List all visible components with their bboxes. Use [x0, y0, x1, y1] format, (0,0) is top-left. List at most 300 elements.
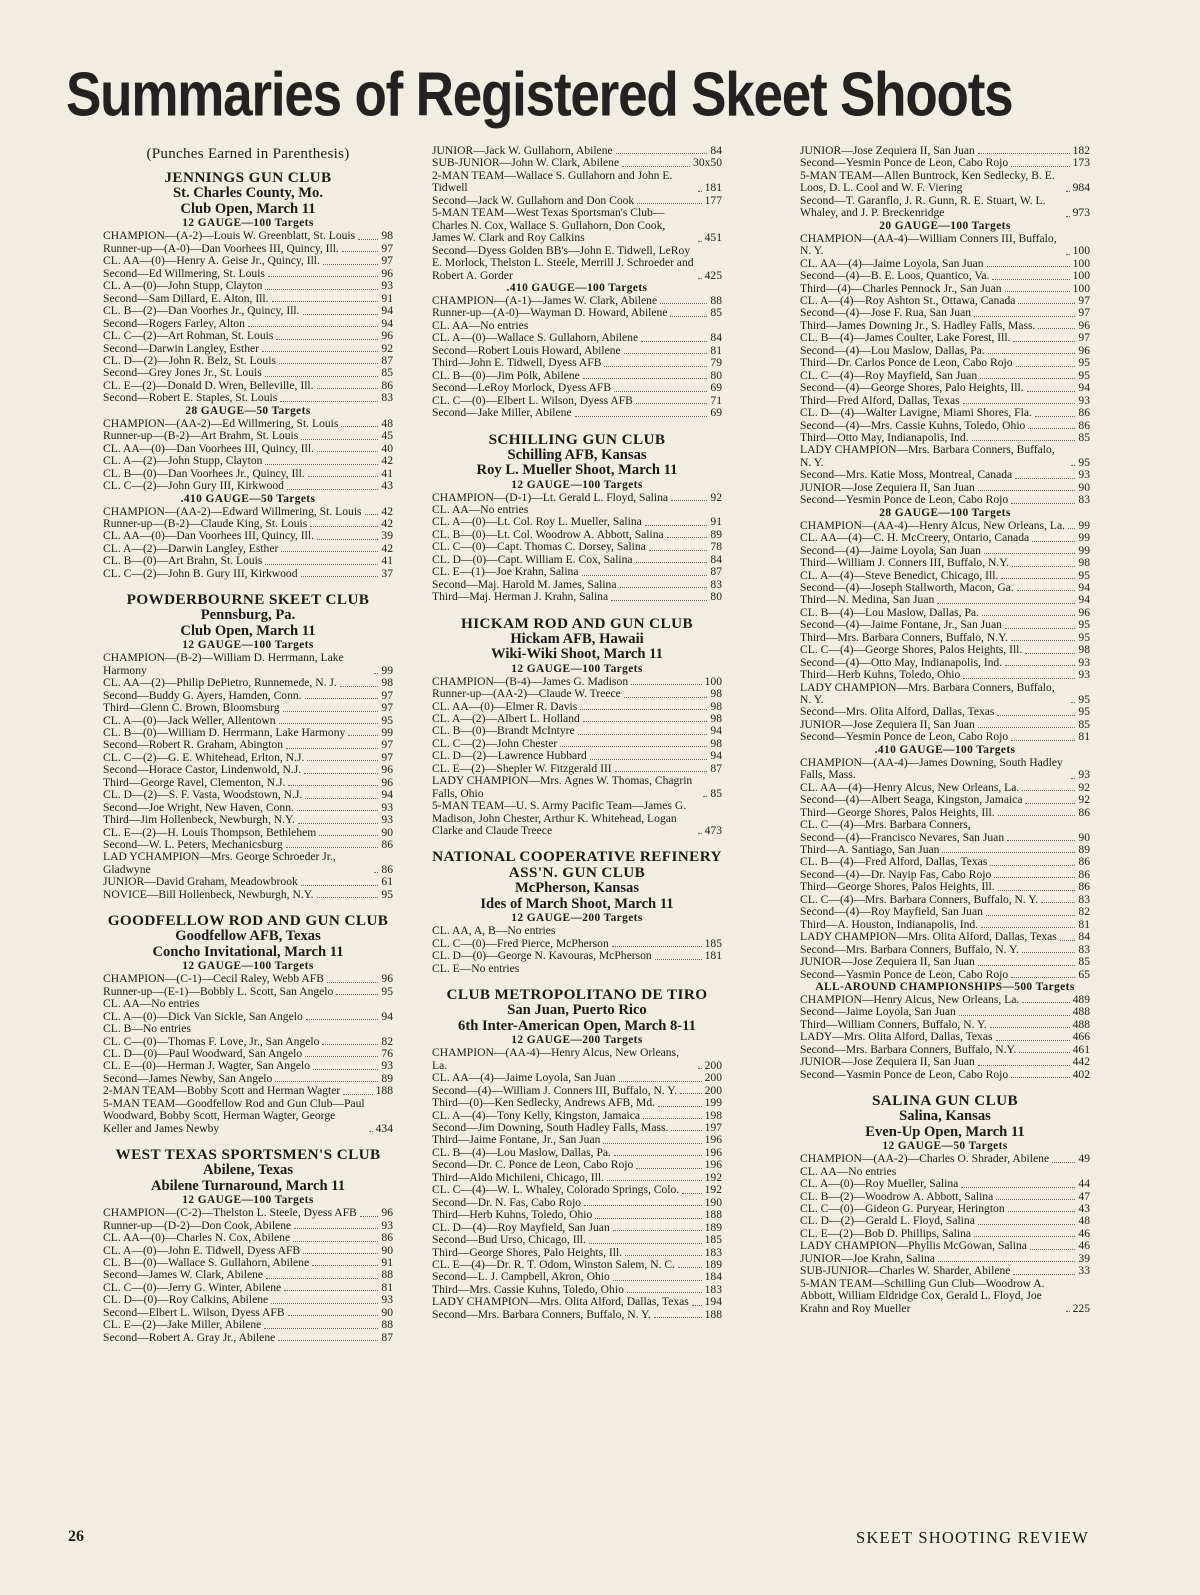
result-score: 87 [710, 761, 722, 775]
result-score: 84 [1078, 930, 1090, 944]
result-name: CHAMPION—(C-2)—Thelston L. Steele, Dyess AFB [103, 1206, 357, 1220]
result-name: CL. E—No entries [432, 961, 520, 975]
result-score: 86 [1078, 880, 1090, 894]
result-score: 96 [1078, 343, 1090, 357]
result-name: CHAMPION—(AA-4)—Henry Alcus, New Orleans, La. [432, 1046, 679, 1072]
dot-leader [1008, 1211, 1076, 1212]
result-score: 94 [710, 749, 722, 763]
dot-leader [1013, 1274, 1075, 1275]
result-row [800, 794, 1090, 806]
result-score: 188 [375, 1084, 393, 1098]
result-score: 93 [1078, 468, 1090, 482]
dot-leader [658, 1106, 702, 1107]
club-section [432, 616, 722, 838]
result-score: 80 [710, 368, 722, 382]
result-name: Third—Jaime Fontane, Jr., San Juan [432, 1133, 601, 1147]
result-name: CL. D—(2)—Gerald L. Floyd, Salina [800, 1214, 975, 1228]
result-name: JUNIOR—Joe Krahn, Salina [800, 1251, 935, 1265]
dot-leader [1022, 790, 1075, 791]
result-row [103, 1294, 393, 1306]
result-name: Second—Ed Willmering, St. Louis [103, 266, 265, 280]
result-score: 96 [1078, 318, 1090, 332]
dot-leader [959, 1015, 1070, 1016]
dot-leader [1038, 328, 1075, 329]
result-score: 183 [704, 1282, 722, 1296]
result-name: 5-MAN TEAM—U. S. Army Pacific Team—James G. Madison, John Chester, Arthur K. Whitehead, Logan Clarke and Claude Treece [432, 799, 687, 838]
result-score: 84 [710, 552, 722, 566]
result-name: CL. AA—(4)—Jaime Loyola, San Juan [800, 256, 984, 270]
result-row [800, 1056, 1090, 1068]
result-name: LADY—Mrs. Olita Alford, Dallas, Texas [800, 1030, 993, 1044]
result-row [800, 931, 1090, 943]
dot-leader [298, 823, 379, 824]
result-score: 83 [710, 577, 722, 591]
result-score: 86 [381, 838, 393, 852]
dot-leader [974, 1236, 1075, 1237]
dot-leader [336, 994, 378, 995]
result-score: 86 [1078, 805, 1090, 819]
result-score: 425 [704, 268, 722, 282]
result-row [800, 682, 1090, 707]
dot-leader [698, 833, 702, 834]
dot-leader [992, 279, 1069, 280]
result-score: 92 [381, 341, 393, 355]
result-row [432, 516, 722, 528]
dot-leader [1032, 541, 1075, 542]
event-title: Roy L. Mueller Shoot, March 11 [476, 462, 678, 479]
gauge-heading: 12 GAUGE—50 Targets [882, 1140, 1008, 1153]
result-score: 82 [1078, 905, 1090, 919]
result-score: 46 [1078, 1226, 1090, 1240]
result-name: CL. A—(0)—Dick Van Sickle, San Angelo [103, 1009, 303, 1023]
result-score: 181 [704, 949, 722, 963]
result-score: 94 [381, 316, 393, 330]
result-score: 473 [704, 824, 722, 838]
dot-leader [1007, 840, 1075, 841]
result-name: Second—T. Garanflo, J. R. Gunn, R. E. Stuart, W. L. Whaley, and J. P. Breckenridge [800, 193, 1046, 220]
result-name: CL. C—(4)—Roy Mayfield, San Juan [800, 368, 978, 382]
result-name: CL. AA—(4)—C. H. McCreery, Ontario, Canada [800, 531, 1030, 545]
result-name: CL. E—(2)—Shepler W. Fitzgerald III [432, 761, 612, 775]
result-row [432, 775, 722, 800]
result-score: 42 [381, 454, 393, 468]
dot-leader [369, 1131, 373, 1132]
result-score: 61 [381, 875, 393, 889]
result-row [432, 245, 722, 282]
result-score: 196 [704, 1133, 722, 1147]
dot-leader [327, 982, 378, 983]
club-name: WEST TEXAS SPORTSMEN'S CLUB [115, 1146, 381, 1164]
dot-leader [645, 525, 708, 526]
result-score: 78 [710, 540, 722, 554]
result-row [103, 430, 393, 442]
dot-leader [1013, 341, 1075, 342]
result-score: 99 [381, 725, 393, 739]
result-score: 94 [381, 788, 393, 802]
dot-leader [1071, 778, 1075, 779]
dot-leader [575, 416, 708, 417]
result-score: 95 [381, 887, 393, 901]
result-score: 93 [381, 279, 393, 293]
result-name: CL. C—(4)—Mrs. Barbara Conners, [800, 818, 971, 832]
result-row [800, 382, 1090, 394]
dot-leader [578, 734, 708, 735]
result-score: 33 [1078, 1264, 1090, 1278]
result-score: 192 [704, 1183, 722, 1197]
result-row [103, 1207, 393, 1219]
result-score: 83 [381, 391, 393, 405]
result-score: 95 [1078, 568, 1090, 582]
result-score: 85 [381, 366, 393, 380]
result-score: 96 [381, 775, 393, 789]
dot-leader [990, 865, 1075, 866]
result-row [103, 764, 393, 776]
gauge-heading: .410 GAUGE—50 Targets [180, 492, 316, 505]
result-score: 95 [1078, 693, 1090, 707]
result-score: 188 [704, 1307, 722, 1321]
result-score: 91 [381, 1256, 393, 1269]
result-score: 94 [710, 724, 722, 738]
result-row [432, 1047, 722, 1072]
column-1 [103, 145, 393, 1354]
result-name: Second—LeRoy Morlock, Dyess AFB [432, 381, 612, 395]
result-row [800, 270, 1090, 282]
result-name: CL. E—(2)—Donald D. Wren, Belleville, Ill. [103, 378, 314, 392]
dot-leader [1012, 566, 1075, 567]
result-name: Second—(4)—Joseph Stallworth, Macon, Ga. [800, 580, 1014, 594]
result-row [103, 255, 393, 267]
result-score: 81 [710, 343, 722, 357]
dot-leader [1071, 465, 1075, 466]
dot-leader [996, 1040, 1070, 1041]
result-row [432, 688, 722, 700]
dot-leader [682, 1193, 701, 1194]
result-name: CL. AA—(0)—Henry A. Geise Jr., Quincy, Ill. [103, 254, 320, 268]
result-score: 81 [1078, 730, 1090, 744]
result-name: CHAMPION—Henry Alcus, New Orleans, La. [800, 993, 1020, 1006]
result-row [800, 233, 1090, 258]
page-number: 26 [68, 1528, 84, 1545]
gauge-heading: 20 GAUGE—100 Targets [879, 219, 1011, 232]
dot-leader [303, 314, 379, 315]
result-name: 2-MAN TEAM—Wallace S. Gullahorn and John E. Tidwell [432, 168, 673, 195]
result-name: JUNIOR—Jose Zequiera II, San Juan [800, 1055, 975, 1069]
result-score: 466 [1072, 1030, 1090, 1044]
club-location: Abilene, Texas [202, 1162, 293, 1179]
dot-leader [275, 1081, 378, 1082]
gauge-heading: .410 GAUGE—100 Targets [874, 743, 1016, 756]
dot-leader [1041, 902, 1075, 903]
result-name: Second—Mrs. Katie Moss, Montreal, Canada [800, 468, 1013, 482]
result-score: 48 [1078, 1214, 1090, 1228]
gauge-heading: 12 GAUGE—100 Targets [511, 662, 643, 675]
dot-leader [262, 351, 378, 352]
result-name: LADY CHAMPION—Mrs. Olita Alford, Dallas, Texas [800, 930, 1057, 944]
dot-leader [619, 1081, 702, 1082]
result-score: 69 [710, 406, 722, 420]
result-score: 84 [710, 331, 722, 345]
dot-leader [297, 810, 379, 811]
dot-leader [281, 551, 378, 552]
result-row [800, 644, 1090, 656]
result-row [800, 969, 1090, 981]
result-score: 39 [1078, 1251, 1090, 1265]
result-name: Second—Sam Dillard, E. Alton, Ill. [103, 291, 269, 305]
result-score: 42 [381, 504, 393, 518]
dot-leader [974, 316, 1075, 317]
result-row [800, 170, 1090, 195]
dot-leader [360, 1216, 379, 1217]
club-location: St. Charles County, Mo. [173, 185, 323, 202]
result-score: 100 [1072, 256, 1090, 270]
result-name: Third—William Conners, Buffalo, N. Y. [800, 1017, 987, 1031]
result-score: 99 [1078, 543, 1090, 557]
result-name: CHAMPION—(A-1)—James W. Clark, Abilene [432, 293, 658, 307]
result-score: 87 [381, 1330, 393, 1344]
result-name: JUNIOR—Jose Zequiera II, San Juan [800, 955, 975, 969]
result-name: Second—Mrs. Barbara Conners, Buffalo, N. Y. [800, 942, 1019, 956]
club-name: POWDERBOURNE SKEET CLUB [126, 591, 370, 609]
result-name: Second—Buddy G. Ayers, Hamden, Conn. [103, 688, 302, 702]
dot-leader [649, 550, 708, 551]
result-name: CHAMPION—(AA-2)—Edward Willmering, St. Louis [103, 504, 362, 518]
result-score: 30x50 [693, 156, 722, 170]
event-title: Wiki-Wiki Shoot, March 11 [491, 646, 663, 663]
dot-leader [616, 153, 708, 154]
dot-leader [972, 440, 1076, 441]
result-score: 95 [1078, 630, 1090, 644]
result-score: 93 [1078, 768, 1090, 782]
result-score: 96 [381, 1206, 393, 1220]
result-score: 97 [381, 738, 393, 752]
result-score: 79 [710, 356, 722, 370]
result-score: 85 [1078, 430, 1090, 444]
result-score: 98 [1078, 643, 1090, 657]
result-row [103, 280, 393, 292]
dot-leader [990, 1027, 1070, 1028]
result-score: 95 [1078, 356, 1090, 370]
dot-leader [308, 476, 379, 477]
event-title: Abilene Turnaround, March 11 [150, 1177, 346, 1194]
dot-leader [1030, 1249, 1075, 1250]
result-name: CL. AA—(0)—Elmer R. Davis [432, 699, 578, 713]
result-score: 94 [1078, 580, 1090, 594]
result-score: 90 [381, 1243, 393, 1257]
dot-leader [1016, 366, 1076, 367]
result-row [800, 881, 1090, 893]
dot-leader [560, 746, 707, 747]
dot-leader [641, 341, 707, 342]
dot-leader [313, 1069, 378, 1070]
result-score: 173 [1072, 156, 1090, 170]
result-name: CL. A—(2)—John Stupp, Clayton [103, 454, 263, 468]
dot-leader [1022, 1002, 1069, 1003]
dot-leader [319, 835, 378, 836]
result-name: Third—Glenn C. Brown, Bloomsburg [103, 701, 280, 715]
dot-leader [604, 366, 707, 367]
punches-note: (Punches Earned in Parenthesis) [146, 146, 350, 162]
result-name: CL. C—(0)—Thomas F. Love, Jr., San Angelo [103, 1034, 320, 1048]
club-location: Hickam AFB, Hawaii [510, 630, 644, 647]
result-score: 82 [381, 1034, 393, 1048]
result-score: 93 [1078, 668, 1090, 682]
result-row [103, 555, 393, 567]
result-name: CL. B—(0)—Dan Voorhees Jr., Quincy, Ill. [103, 466, 305, 480]
result-name: CL. A—(2)—Albert L. Holland [432, 711, 580, 725]
event-title: Club Open, March 11 [180, 622, 316, 639]
result-score: 93 [381, 1059, 393, 1073]
gauge-heading: ALL-AROUND CHAMPIONSHIPS—500 Targets [815, 981, 1075, 993]
result-name: CHAMPION—(C-1)—Cecil Raley, Webb AFB [103, 972, 324, 986]
result-score: 39 [381, 529, 393, 543]
result-name: CL. D—(0)—George N. Kavouras, McPherson [432, 949, 652, 963]
dot-leader [1066, 216, 1070, 217]
result-score: 95 [1078, 705, 1090, 719]
gauge-heading: 28 GAUGE—50 Targets [185, 404, 311, 417]
result-name: CL. AA, A, B—No entries [432, 924, 556, 938]
club-location: Pennsburg, Pa. [200, 607, 296, 624]
result-row [103, 1098, 393, 1135]
result-name: CL. E—(0)—Herman J. Wagter, San Angelo [103, 1059, 311, 1073]
result-name: CL. AA—(0)—Dan Voorhees III, Quincy, Ill. [103, 441, 315, 455]
result-name: Third—Herb Kuhns, Toledo, Ohio [432, 1208, 593, 1222]
result-score: 86 [1078, 867, 1090, 881]
page-headline: Summaries of Registered Skeet Shoots [66, 59, 1013, 130]
result-row [800, 469, 1090, 481]
result-name: SUB-JUNIOR—Charles W. Sharder, Abilene [800, 1264, 1011, 1278]
result-name: JUNIOR—Jose Zequiera II, San Juan [800, 480, 975, 494]
result-name: Third—George Shores, Palos Heights, Ill. [800, 805, 995, 819]
dot-leader [1022, 952, 1076, 953]
result-score: 97 [381, 750, 393, 764]
result-row [432, 382, 722, 394]
result-row [800, 1069, 1090, 1081]
dot-leader [981, 927, 1075, 928]
result-row [432, 566, 722, 578]
dot-leader [614, 391, 707, 392]
result-name: JUNIOR—Jose Zequiera II, San Juan [800, 144, 975, 157]
result-name: Second—(4)—B. E. Loos, Quantico, Va. [800, 269, 990, 283]
gauge-heading: 28 GAUGE—100 Targets [879, 506, 1011, 519]
result-name: NOVICE—Bill Hollenbeck, Newburgh, N.Y. [103, 887, 314, 901]
dot-leader [670, 316, 707, 317]
club-section [432, 432, 722, 604]
result-name: Third—Otto May, Indianapolis, Ind. [800, 430, 969, 444]
result-score: 225 [1072, 1301, 1090, 1315]
dot-leader [342, 251, 379, 252]
result-name: Third—John E. Tidwell, Dyess AFB [432, 356, 602, 370]
dot-leader [301, 576, 379, 577]
result-score: 442 [1072, 1055, 1090, 1069]
club-name: SALINA GUN CLUB [871, 1092, 1019, 1110]
result-name: SUB-JUNIOR—John W. Clark, Abilene [432, 156, 620, 170]
club-name: CLUB METROPOLITANO DE TIRO [446, 986, 708, 1004]
result-name: CL. B—(0)—William D. Herrmann, Lake Harmony [103, 725, 346, 739]
dot-leader [305, 798, 378, 799]
result-name: Second—(4)—Jaime Loyola, San Juan [800, 543, 981, 557]
dot-leader [340, 686, 379, 687]
result-name: Second—Mrs. Olita Alford, Dallas, Texas [800, 705, 995, 719]
result-score: 88 [710, 293, 722, 307]
result-name: CL. A—(0)—John Stupp, Clayton [103, 279, 263, 293]
result-name: Third—William J. Conners III, Buffalo, N.Y. [800, 556, 1010, 570]
result-name: Second—(4)—Francisco Nevares, San Juan [800, 830, 1005, 844]
result-row [103, 480, 393, 492]
result-row [432, 541, 722, 553]
dot-leader [997, 715, 1075, 716]
result-name: Second—Dr. C. Ponce de Leon, Cabo Rojo [432, 1158, 634, 1172]
result-name: Second—James W. Clark, Abilene [103, 1268, 264, 1282]
result-score: 100 [1072, 269, 1090, 283]
gauge-heading: .410 GAUGE—100 Targets [506, 281, 648, 294]
result-name: Second—Maj. Harold M. James, Salina [432, 577, 617, 591]
result-name: Second—Yasmin Ponce de Leon, Cabo Rojo [800, 1067, 1009, 1081]
dot-leader [680, 1093, 702, 1094]
result-name: Third—Dr. Carlos Ponce de Leon, Cabo Rojo [800, 356, 1013, 370]
result-name: CL. C—(2)—John B. Gury III, Kirkwood [103, 566, 298, 580]
dot-leader [1011, 503, 1075, 504]
result-row [103, 1319, 393, 1331]
result-name: Second—(4)—George Shores, Palo Heights, Ill. [800, 381, 1024, 395]
result-row [432, 357, 722, 369]
result-name: CL. D—(2)—John R. Belz, St. Louis [103, 353, 276, 367]
result-score: 183 [704, 1245, 722, 1259]
result-score: 42 [381, 541, 393, 555]
result-row [103, 530, 393, 542]
result-score: 97 [381, 701, 393, 715]
result-name: JUNIOR—Jose Zequiera II, San Juan [800, 717, 975, 731]
result-name: Third—N. Medina, San Juan [800, 593, 935, 607]
result-name: CL. B—(2)—Dan Voorhes Jr., Quincy, Ill. [103, 304, 300, 318]
result-name: Second—Grey Jones Jr., St. Louis [103, 366, 262, 380]
event-title: Club Open, March 11 [180, 200, 316, 217]
result-score: 48 [381, 416, 393, 430]
club-section [432, 849, 722, 975]
result-score: 181 [704, 181, 722, 195]
dot-leader [980, 378, 1075, 379]
dot-leader [1011, 977, 1075, 978]
result-name: CHAMPION—(AA-4)—James Downing, South Hadley Falls, Mass. [800, 755, 1063, 782]
event-title: Even-Up Open, March 11 [865, 1123, 1025, 1140]
dot-leader [303, 1253, 378, 1254]
result-score: 41 [381, 554, 393, 568]
result-name: CL. D—(0)—Capt. William E. Cox, Salina [432, 552, 633, 566]
dot-leader [671, 500, 707, 501]
result-score: 90 [1078, 830, 1090, 844]
result-score: 98 [1078, 556, 1090, 570]
publication-name: SKEET SHOOTING REVIEW [856, 1528, 1089, 1547]
result-name: CL. E—(2)—Jake Miller, Abilene [103, 1318, 262, 1332]
result-name: Third—Jim Hollenbeck, Newburgh, N.Y. [103, 813, 295, 827]
result-name: 5-MAN TEAM—Schilling Gun Club—Woodrow A. Abbott, William Eldridge Cox, Gerald L. Floyd, Joe Krahn and Roy Mueller [800, 1276, 1045, 1315]
result-score: 85 [710, 786, 722, 800]
dot-leader [1066, 1311, 1070, 1312]
result-name: Third—George Ravel, Clementon, N.J. [103, 775, 286, 789]
dot-leader [613, 1230, 702, 1231]
result-name: LADY CHAMPION—Phyllis McGowan, Salina [800, 1239, 1027, 1253]
dot-leader [963, 403, 1076, 404]
dot-leader [278, 1340, 378, 1341]
gauge-heading: 12 GAUGE—100 Targets [511, 478, 643, 491]
dot-leader [986, 915, 1076, 916]
result-name: CL. C—(0)—Elbert L. Wilson, Dyess AFB [432, 393, 633, 407]
result-score: 97 [1078, 293, 1090, 307]
result-score: 80 [710, 590, 722, 604]
result-name: Second—L. J. Campbell, Akron, Ohio [432, 1270, 610, 1284]
result-row [800, 757, 1090, 782]
dot-leader [590, 759, 708, 760]
result-row [103, 851, 393, 876]
